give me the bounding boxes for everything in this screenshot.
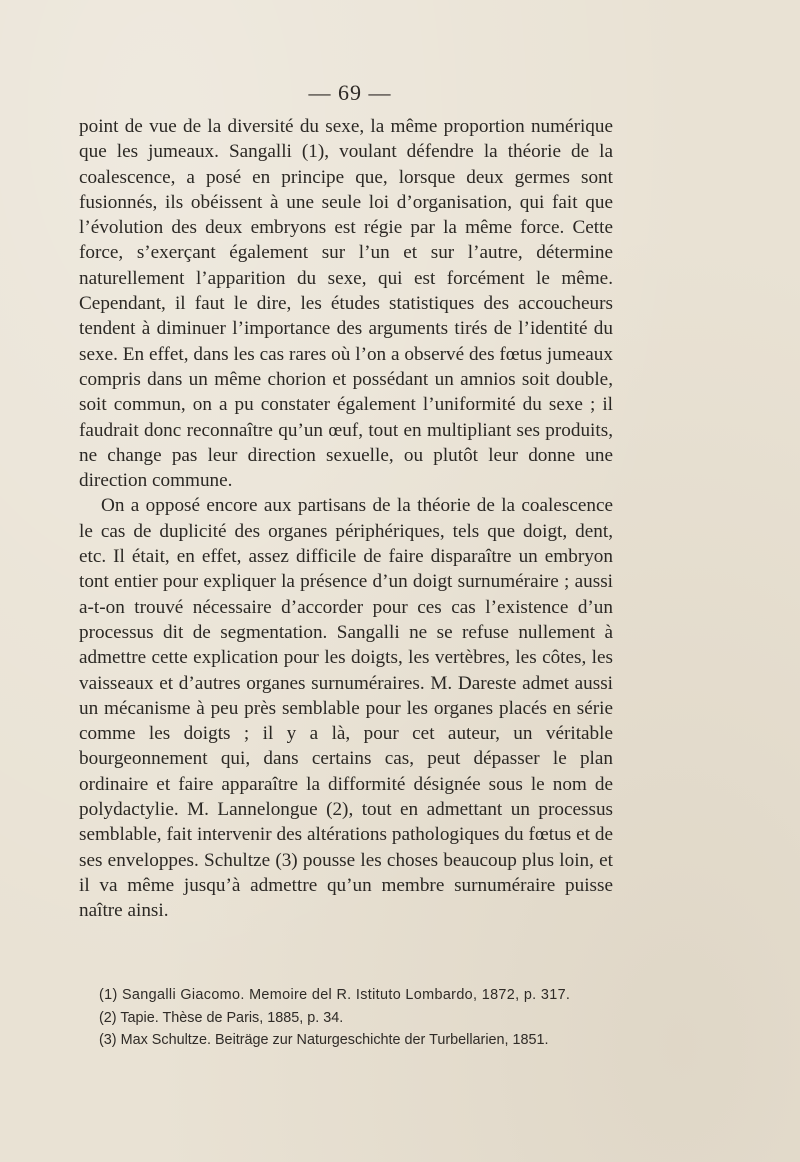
page-number: — 69 — (308, 80, 392, 105)
footnote-2: (2) Tapie. Thèse de Paris, 1885, p. 34. (99, 1009, 344, 1026)
paragraph-1: point de vue de la diversité du sexe, la même proportion numérique que les jumeaux. Sangalli (1), voulant défendre la théorie de la coalescence, a posé en principe que, lorsque deux germes sont fusionnés, ils obéissent à une seule loi d’organisation, qui fait que l’évolution des deux embryons est régie par la même force. Cette force, s’exerçant également sur l’un et sur l’autre, détermine naturellement l’apparition du sexe, qui est forcément le même. Cependant, il faut le dire, les études statistiques des accoucheurs tendent à diminuer l’importance des arguments tirés de l’identité du sexe. En effet, dans les cas rares où l’on a observé des fœtus jumeaux compris dans un même chorion et possédant un amnios soit double, soit commun, on a pu constater également l’uniformité du sexe ; il faudrait donc reconnaître qu’un œuf, tout en multipliant ses produits, ne change pas leur direction sexuelle, ou plutôt leur donne une direction commune. (79, 116, 613, 492)
paragraph-2: On a opposé encore aux partisans de la théorie de la coalescence le cas de duplicité des organes périphériques, tels que doigt, dent, etc. Il était, en effet, assez difficile de faire disparaître un embryon tont entier pour expliquer la présence d’un doigt surnuméraire ; aussi a-t-on trouvé nécessaire d’accorder pour ces cas l’existence d’un processus dit de segmentation. Sangalli ne se refuse nullement à admettre cette explication pour les doigts, les vertèbres, les côtes, les vaisseaux et d’autres organes surnuméraires. M. Dareste admet aussi un mécanisme à peu près semblable pour les organes placés en série comme les doigts ; il y a là, pour cet auteur, un véritable bourgeonnement qui, dans certains cas, peut dépasser le plan ordinaire et faire apparaître la difformité désignée sous le nom de polydactylie. M. Lannelongue (2), tout en admettant un processus semblable, fait intervenir des altérations pathologiques du fœtus et de ses enveloppes. Schultze (3) pousse les choses beaucoup plus loin, et il va même jusqu’à admettre qu’un membre surnuméraire puisse naître ainsi. (79, 495, 613, 922)
footnote-3: (3) Max Schultze. Beiträge zur Naturgeschichte der Turbellarien, 1851. (99, 1032, 549, 1048)
body-text (79, 114, 613, 924)
footnote-1: (1) Sangalli Giacomo. Memoire del R. Istituto Lombardo, 1872, p. 317. (99, 987, 571, 1003)
footnotes (79, 984, 613, 1052)
